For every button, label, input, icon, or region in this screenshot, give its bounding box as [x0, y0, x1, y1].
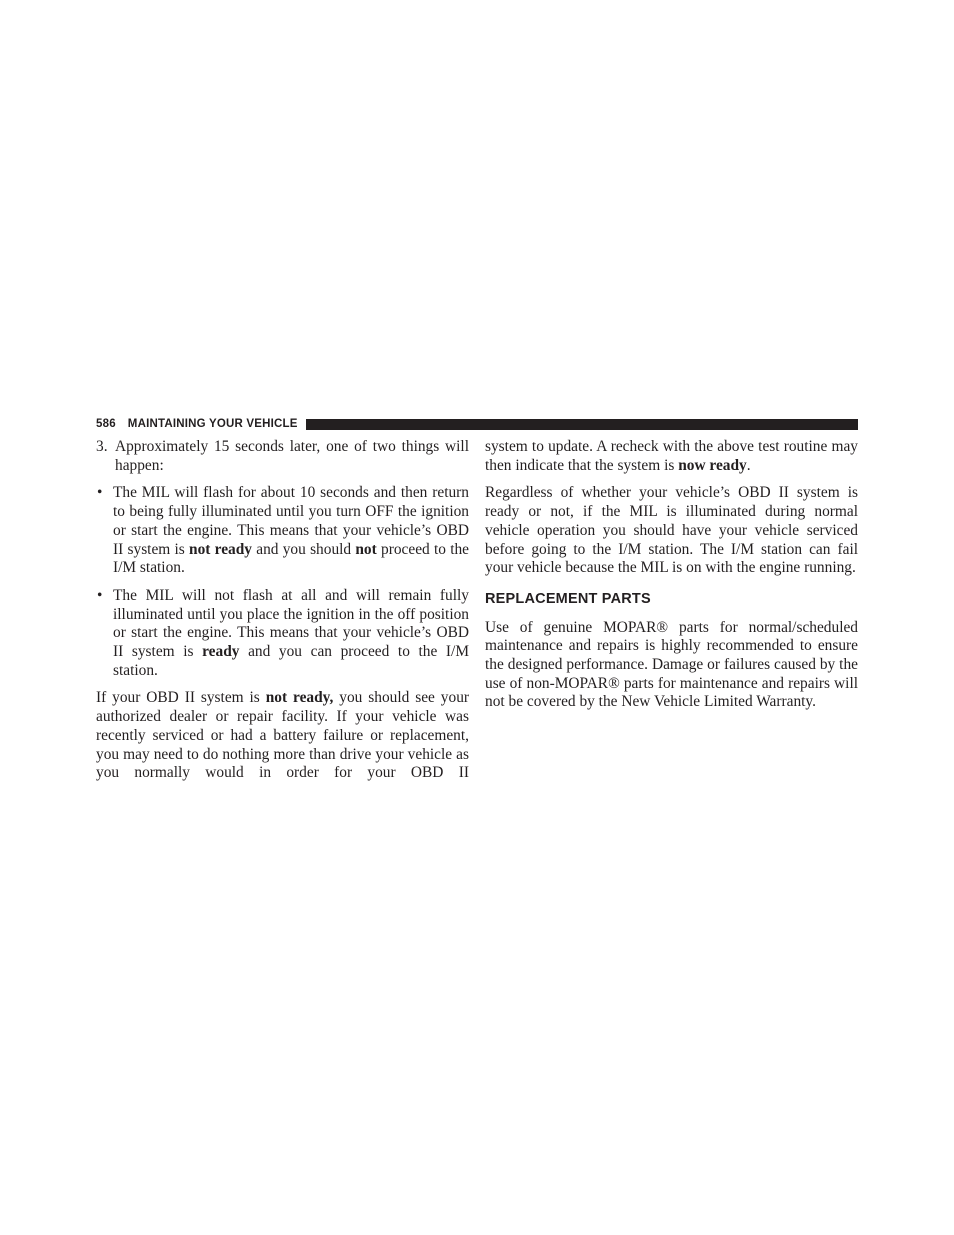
replacement-parts-heading: REPLACEMENT PARTS	[485, 590, 651, 607]
page-header	[96, 417, 858, 431]
bullet-item-not-ready	[96, 484, 469, 578]
paragraph-not-ready: If your OBD II system is not ready, you should see your authorized dealer or repair facility. If your vehicle was recently serviced or had a battery failure or replacement, you may need to do nothing more than drive your vehicle as you normally would in order for your OBD II	[96, 689, 470, 782]
paragraph-continued: system to update. A recheck with the above test routine may then indicate that the system is now ready.	[485, 438, 858, 474]
left-column	[96, 438, 469, 792]
bullet-text: The MIL will flash for about 10 seconds and then return to being fully illuminated until you turn OFF the ignition or start the engine. This means that your vehicle’s OBD II system is not ready and you should not proceed to the I/M station.	[113, 484, 470, 577]
bold-not-ready: not ready	[189, 540, 252, 558]
step-text: Approximately 15 seconds later, one of two things will happen:	[115, 438, 469, 474]
paragraph-replacement-parts: Use of genuine MOPAR® parts for normal/scheduled maintenance and repairs is highly recommended to ensure the designed performance. Damage or failures caused by the use of non-MOPAR® parts for maintenance and repairs will not be covered by the New Vehicle Limited Warranty.	[485, 618, 858, 711]
paragraph-regardless: Regardless of whether your vehicle’s OBD II system is ready or not, if the MIL is illuminated during normal vehicle operation you should have your vehicle serviced before going to the I/M station. The I/M station can fail your vehicle because the MIL is on with the engine running.	[485, 484, 858, 577]
bullet-text: The MIL will not flash at all and will remain fully illuminated until you place the ignition in the off position or start the engine. This means that your vehicle’s OBD II system is ready and you can proceed to the I/M station.	[113, 586, 470, 679]
bold-not-ready-comma: not ready,	[265, 689, 334, 707]
header-rule	[306, 419, 858, 430]
bullet-icon: •	[97, 586, 103, 604]
bold-not: not	[355, 540, 377, 558]
step-3	[96, 438, 469, 475]
page-number: 586	[96, 418, 116, 430]
bullet-item-ready	[96, 587, 469, 681]
bold-ready: ready	[202, 643, 240, 661]
right-column	[485, 438, 858, 721]
step-number: 3.	[96, 438, 108, 455]
bold-now-ready: now ready	[678, 456, 747, 474]
bullet-icon: •	[97, 484, 103, 502]
section-title: MAINTAINING YOUR VEHICLE	[127, 418, 298, 430]
